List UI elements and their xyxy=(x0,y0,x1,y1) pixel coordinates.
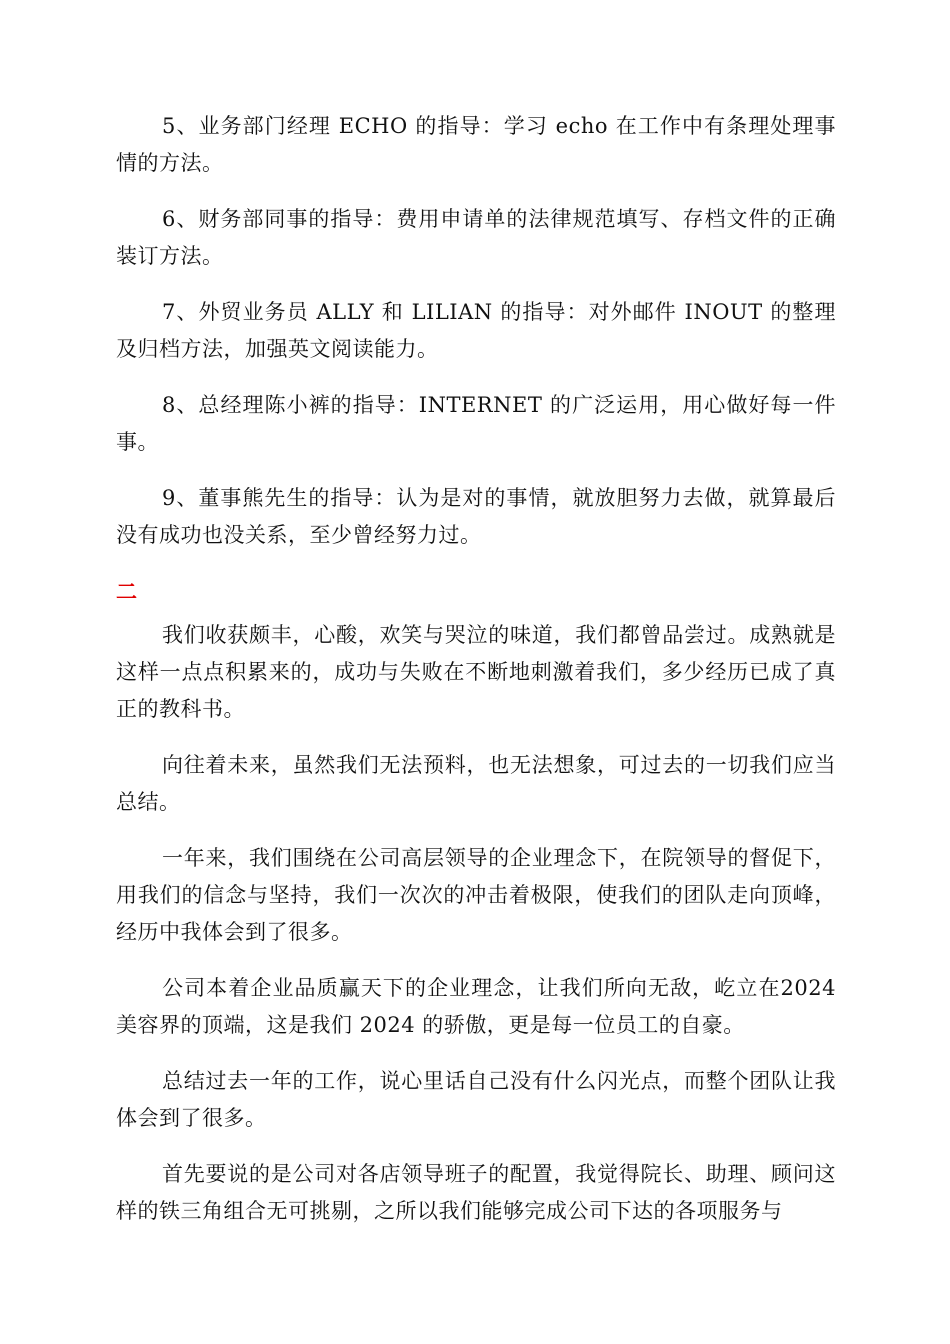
list-item-8: 8、总经理陈小裤的指导：INTERNET 的广泛运用，用心做好每一件事。 xyxy=(116,393,836,454)
list-item-6: 6、财务部同事的指导：费用申请单的法律规范填写、存档文件的正确装订方法。 xyxy=(116,207,836,268)
paragraph-summary: 总结过去一年的工作，说心里话自己没有什么闪光点，而整个团队让我体会到了很多。 xyxy=(116,1069,836,1130)
list-item-7: 7、外贸业务员 ALLY 和 LILIAN 的指导：对外邮件 INOUT 的整理及归档方法，加强英文阅读能力。 xyxy=(116,300,836,361)
paragraph-future: 向往着未来，虽然我们无法预料，也无法想象，可过去的一切我们应当总结。 xyxy=(116,753,836,814)
section-heading: 二 xyxy=(116,579,137,604)
paragraph-harvest: 我们收获颇丰，心酸，欢笑与哭泣的味道，我们都曾品尝过。成熟就是这样一点点积累来的，成功与失败在不断地刺激着我们，多少经历已成了真正的教科书。 xyxy=(116,623,836,721)
paragraph-company-philosophy: 公司本着企业品质赢天下的企业理念，让我们所向无敌，屹立在2024 美容界的顶端，这是我们 2024 的骄傲，更是每一位员工的自豪。 xyxy=(116,976,836,1037)
list-item-9: 9、董事熊先生的指导：认为是对的事情，就放胆努力去做，就算最后没有成功也没关系，至少曾经努力过。 xyxy=(116,486,836,547)
list-item-5: 5、业务部门经理 ECHO 的指导：学习 echo 在工作中有条理处理事情的方法。 xyxy=(116,114,836,175)
paragraph-year-review: 一年来，我们围绕在公司高层领导的企业理念下，在院领导的督促下，用我们的信念与坚持，我们一次次的冲击着极限，使我们的团队走向顶峰，经历中我体会到了很多。 xyxy=(116,846,836,944)
paragraph-leadership: 首先要说的是公司对各店领导班子的配置，我觉得院长、助理、顾问这样的铁三角组合无可挑剔，之所以我们能够完成公司下达的各项服务与 xyxy=(116,1162,836,1223)
document-body xyxy=(116,108,836,1249)
